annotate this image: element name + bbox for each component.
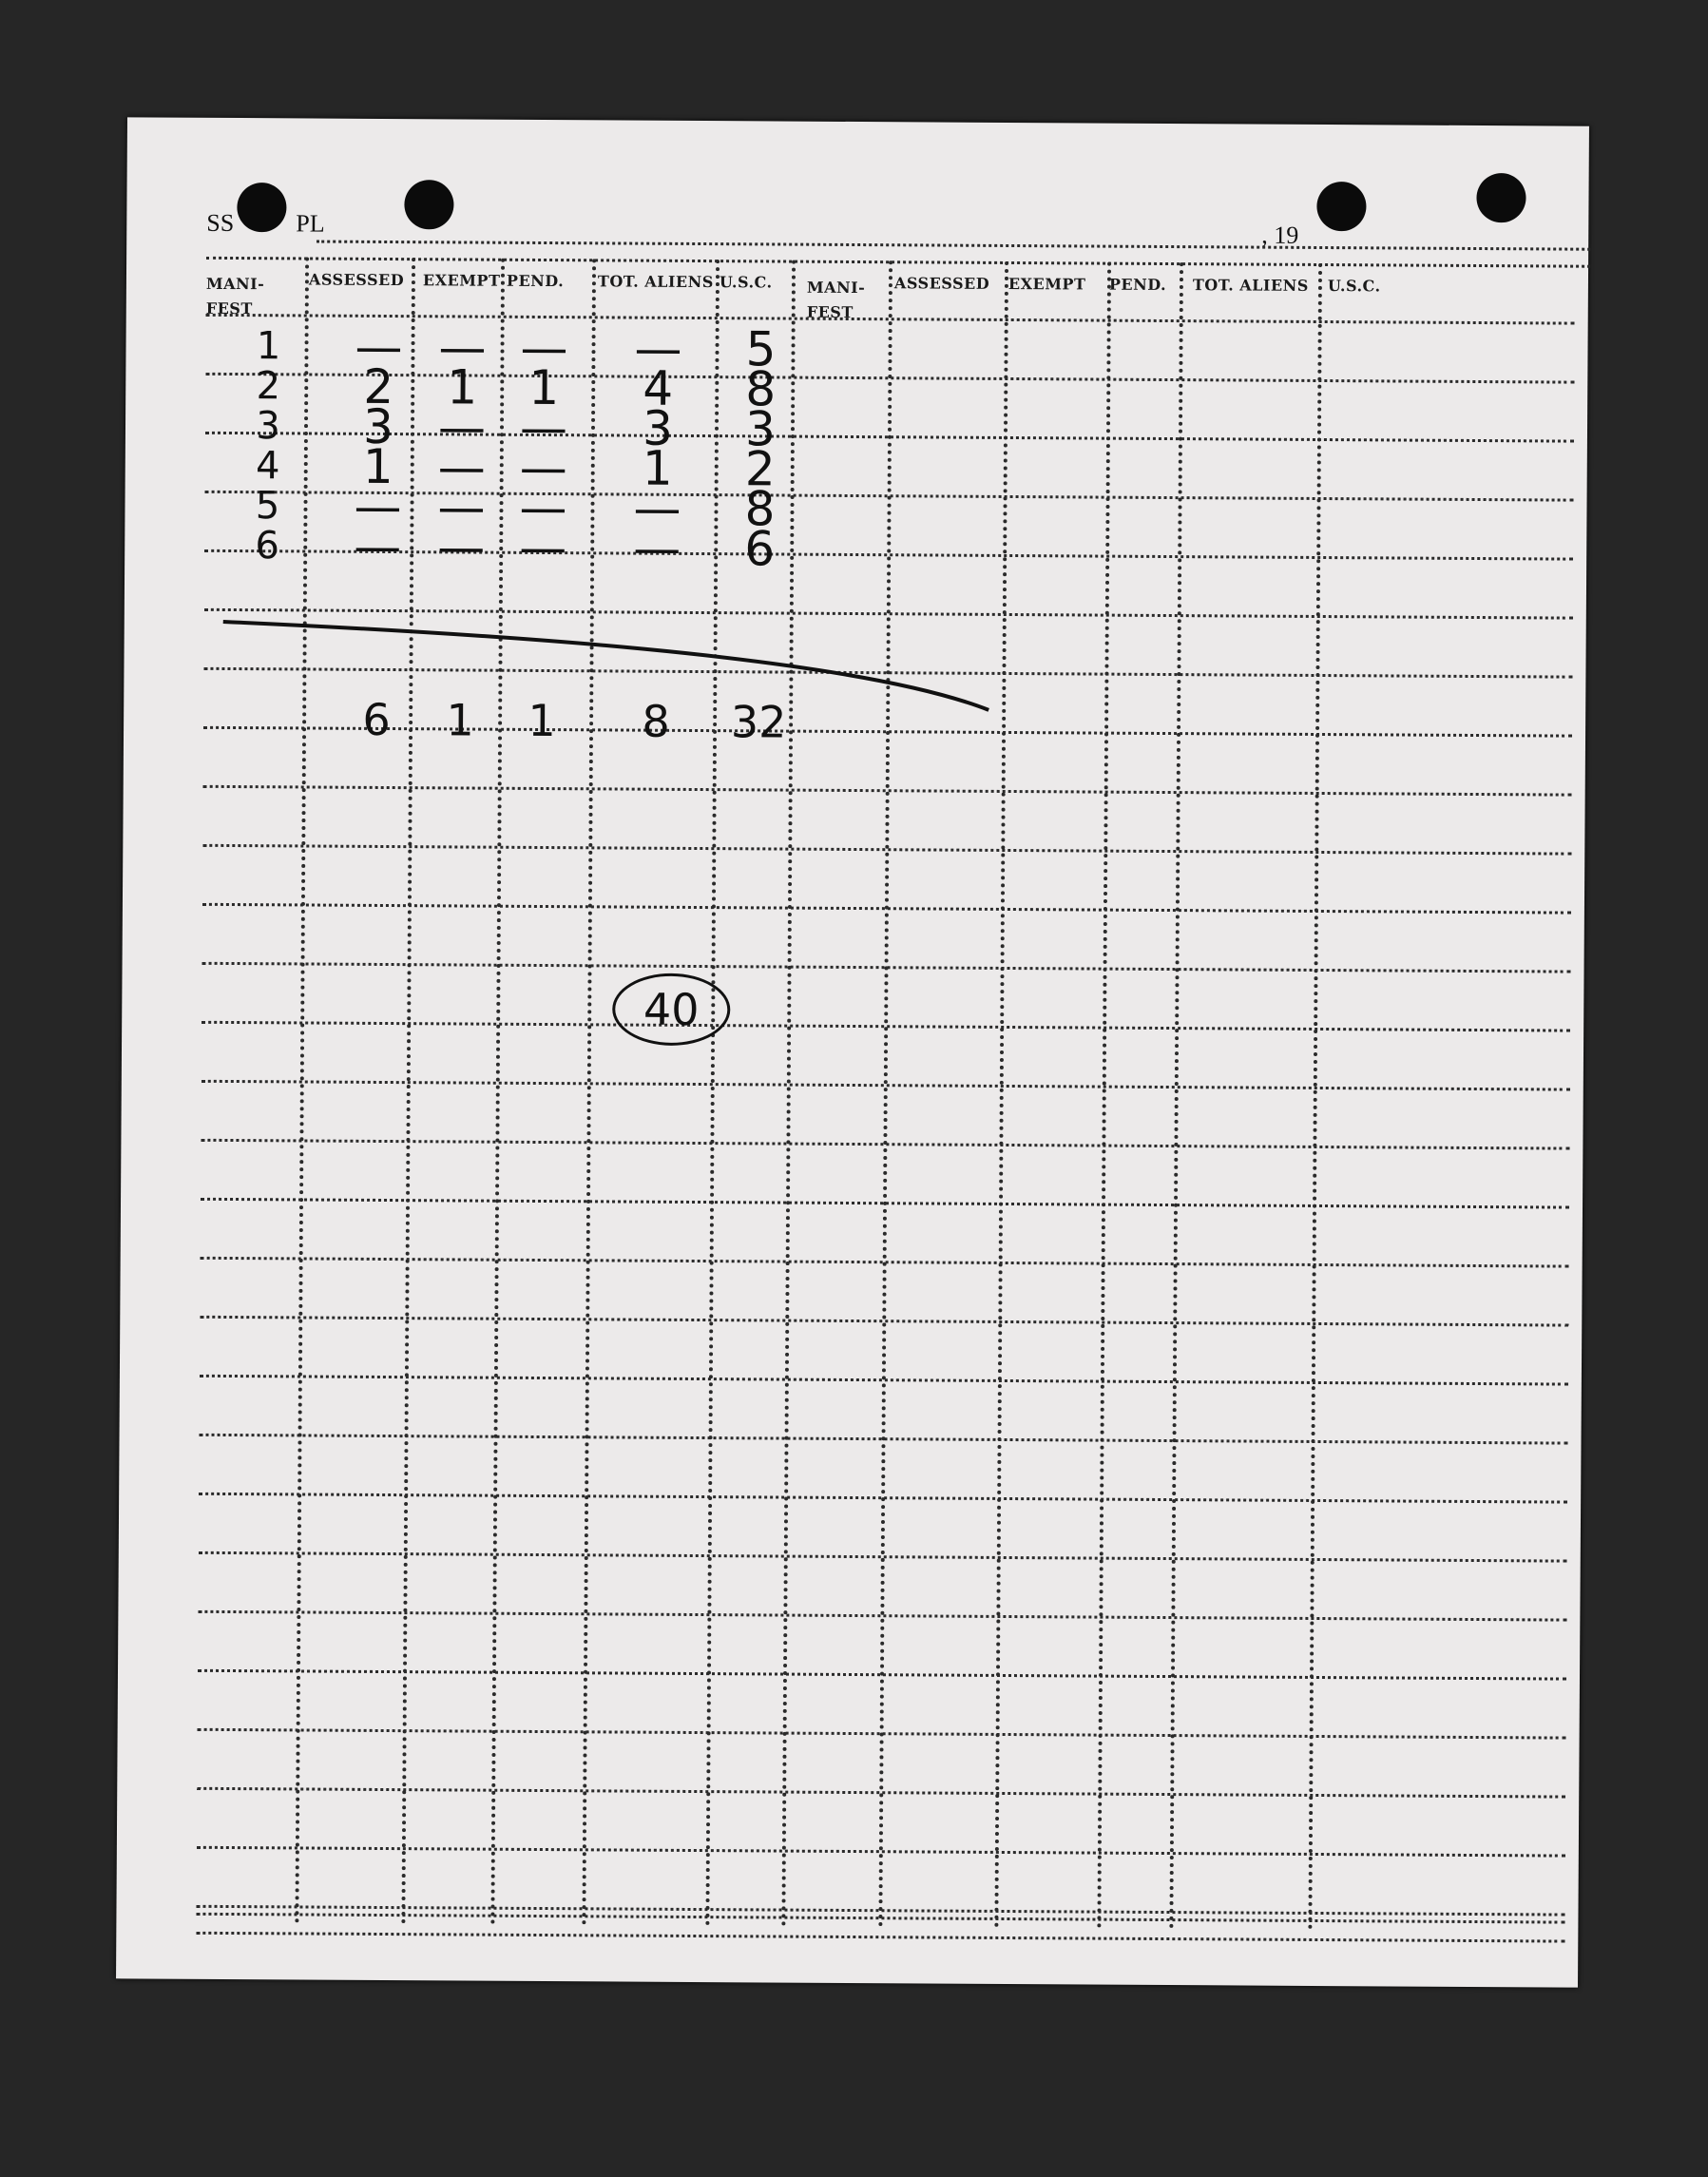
entry-usc: 3 [744,401,777,457]
entry-exempt: — [437,519,486,575]
entry-tot-aliens: — [633,520,681,576]
entry-manifest: 4 [255,444,280,489]
header-pend-left: PEND. [506,271,565,291]
total-tot-aliens: 8 [642,695,670,747]
header-manifest-left: MANI- FEST [205,274,265,318]
total-exempt: 1 [446,694,474,746]
entry-exempt: — [437,439,486,495]
header-exempt-right: EXEMPT [1008,274,1086,294]
entry-tot-aliens: 3 [642,400,674,456]
entry-pend: — [519,399,568,456]
entry-manifest: 1 [256,324,281,369]
header-exempt-left: EXEMPT [422,271,501,290]
entry-tot-aliens: — [633,480,681,536]
entry-manifest: 3 [256,404,280,449]
entry-exempt: 1 [447,359,478,415]
entry-usc: 8 [745,361,777,417]
entry-exempt: — [437,479,486,535]
ss-label: SS [206,208,235,238]
entry-tot-aliens: 4 [643,360,674,416]
form-sheet [116,117,1589,1987]
entry-usc: 5 [745,321,777,377]
grand-total: 40 [643,983,700,1036]
entry-tot-aliens: 1 [642,440,673,496]
header-usc-left: U.S.C. [719,273,773,292]
entry-assessed: — [355,318,403,376]
grand-total-circle [612,973,730,1046]
entry-tot-aliens: — [634,320,682,376]
total-pend: 1 [528,694,556,747]
entry-manifest: 5 [255,484,280,529]
header-tot-aliens-left: TOT. ALIENS [597,272,714,292]
entry-usc: 2 [744,441,776,497]
header-pend-right: PEND. [1108,275,1167,295]
entry-assessed: 1 [362,438,393,495]
entry-usc: 6 [744,521,776,577]
entry-pend: — [519,479,567,536]
entry-assessed: 3 [362,398,394,455]
underline-stroke [116,117,1589,1987]
entry-pend: — [519,519,567,576]
entry-exempt: — [437,399,487,455]
entry-exempt: — [438,319,487,376]
entry-assessed: — [354,478,402,535]
entry-pend: 1 [528,359,560,416]
pl-label: PL [296,209,325,238]
entry-assessed: — [354,518,402,575]
entry-manifest: 6 [255,524,280,568]
year-label: , 19 [1261,221,1299,249]
header-assessed-left: ASSESSED [308,270,405,290]
header-assessed-right: ASSESSED [893,274,990,293]
entry-assessed: 2 [363,358,394,415]
entry-pend: — [520,319,568,376]
entry-pend: — [519,439,567,496]
header-usc-right: U.S.C. [1327,277,1381,296]
header-tot-aliens-right: TOT. ALIENS [1192,276,1309,295]
total-assessed: 6 [362,693,391,746]
header-manifest-right: MANI- FEST [806,278,866,321]
entry-manifest: 2 [256,364,281,409]
entry-usc: 8 [744,481,776,537]
total-usc: 32 [730,696,787,748]
